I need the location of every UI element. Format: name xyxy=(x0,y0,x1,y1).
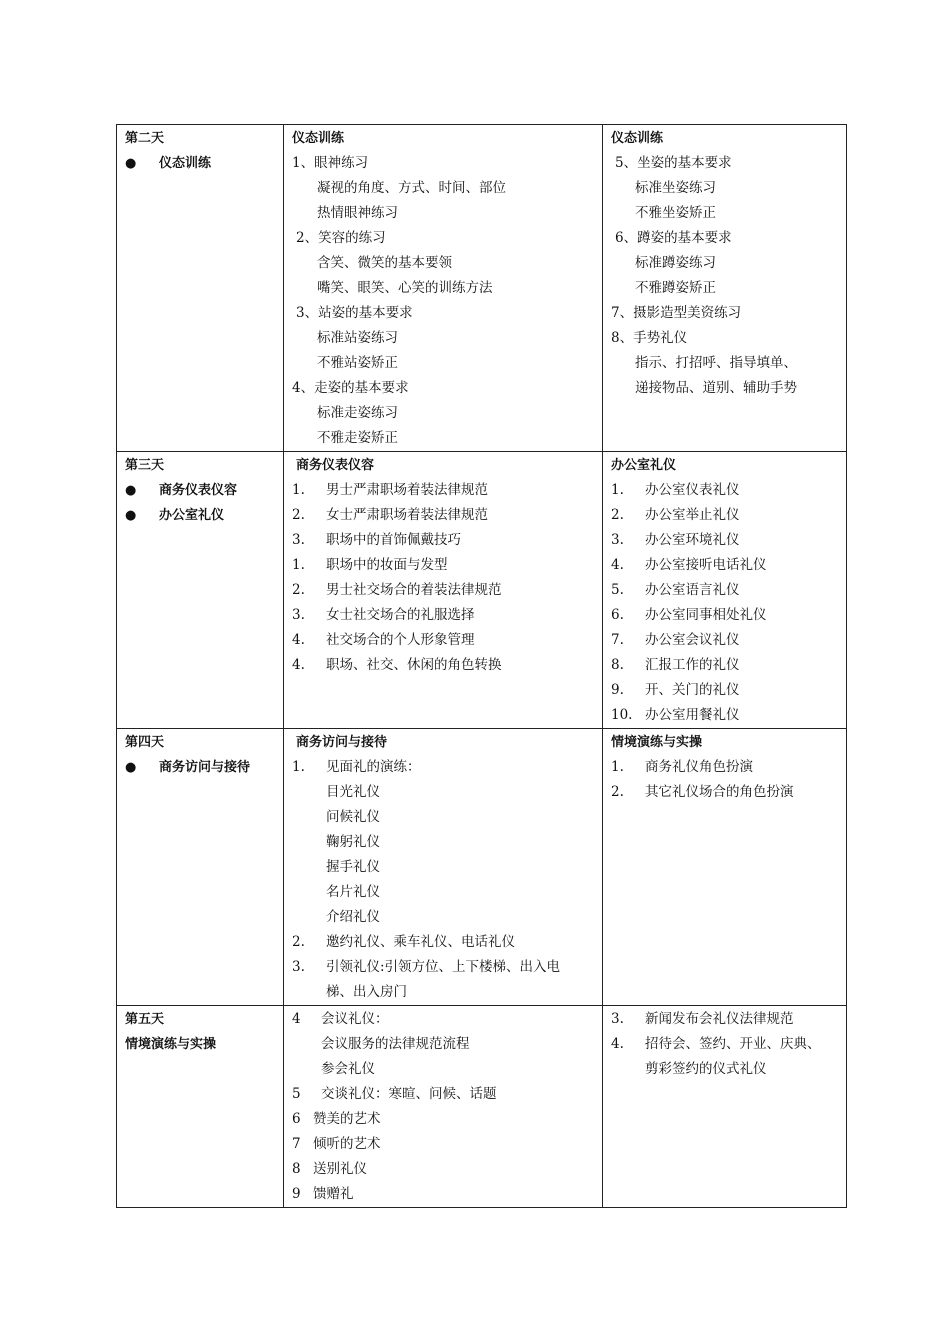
col2-cell xyxy=(284,125,603,452)
item-number: 3. xyxy=(292,607,305,623)
item-text: 参会礼仪 xyxy=(321,1061,375,1077)
item-text: 男士社交场合的着装法律规范 xyxy=(326,582,502,598)
day-label: 第三天 xyxy=(125,458,165,473)
list-item xyxy=(292,830,594,855)
item-text: 6、蹲姿的基本要求 xyxy=(615,230,732,246)
item-text: 引领礼仪:引领方位、上下楼梯、出入电 xyxy=(326,959,561,975)
item-number: 2. xyxy=(292,934,305,950)
list-line xyxy=(292,151,594,176)
table-row xyxy=(117,452,847,729)
list-item xyxy=(611,603,838,628)
item-text: 热情眼神练习 xyxy=(317,205,398,221)
col3-cell xyxy=(603,729,847,1006)
item-number: 4 xyxy=(292,1011,301,1027)
item-text: 不雅走姿矫正 xyxy=(317,430,398,446)
item-text: 指示、打招呼、指导填单、 xyxy=(635,355,797,371)
item-number: 2. xyxy=(292,507,305,523)
list-line xyxy=(611,326,838,351)
item-number: 1. xyxy=(292,557,305,573)
list-item xyxy=(611,578,838,603)
item-number: 1. xyxy=(611,759,624,775)
item-text: 赞美的艺术 xyxy=(313,1111,381,1127)
section-title: 商务仪表仪容 xyxy=(296,458,375,473)
topic-bullet xyxy=(125,151,275,176)
day-label: 第五天 xyxy=(125,1012,165,1027)
list-line xyxy=(292,376,594,401)
item-text: 办公室仪表礼仪 xyxy=(645,482,740,498)
item-text: 握手礼仪 xyxy=(326,859,380,875)
item-text: 3、站姿的基本要求 xyxy=(296,305,413,321)
day-label: 第四天 xyxy=(125,735,165,750)
item-number: 2. xyxy=(292,582,305,598)
item-text: 7、摄影造型美资练习 xyxy=(611,305,742,321)
item-text: 标准蹲姿练习 xyxy=(635,255,716,271)
item-text: 送别礼仪 xyxy=(313,1161,367,1177)
list-line xyxy=(292,1132,594,1157)
bullet-icon: ● xyxy=(125,156,137,171)
item-number: 1. xyxy=(292,482,305,498)
list-line xyxy=(292,301,594,326)
col2-cell xyxy=(284,729,603,1006)
list-item xyxy=(292,528,594,553)
list-item xyxy=(611,755,838,780)
item-text: 含笑、微笑的基本要领 xyxy=(317,255,452,271)
list-item xyxy=(611,653,838,678)
list-line xyxy=(292,1007,594,1032)
list-line xyxy=(292,426,594,451)
list-line xyxy=(292,176,594,201)
item-number: 3. xyxy=(292,532,305,548)
item-number: 1. xyxy=(292,759,305,775)
item-text: 会议服务的法律规范流程 xyxy=(321,1036,470,1052)
list-item xyxy=(611,528,838,553)
schedule-table xyxy=(116,124,847,1208)
item-number: 8 xyxy=(292,1161,301,1177)
item-number: 2. xyxy=(611,507,624,523)
item-text: 办公室同事相处礼仪 xyxy=(645,607,767,623)
list-line xyxy=(292,1107,594,1132)
item-text: 招待会、签约、开业、庆典、 xyxy=(645,1036,821,1052)
list-item xyxy=(611,678,838,703)
list-line xyxy=(292,1182,594,1207)
list-item xyxy=(292,880,594,905)
list-line xyxy=(292,1082,594,1107)
topic-bullet xyxy=(125,755,275,780)
item-text: 办公室举止礼仪 xyxy=(645,507,740,523)
item-text: 剪彩签约的仪式礼仪 xyxy=(645,1061,767,1077)
item-text: 标准坐姿练习 xyxy=(635,180,716,196)
day-label: 第二天 xyxy=(125,131,165,146)
list-line xyxy=(611,226,838,251)
item-number: 4. xyxy=(611,557,624,573)
topic-bullet xyxy=(125,503,275,528)
list-line xyxy=(611,176,838,201)
list-line xyxy=(292,226,594,251)
item-text: 介绍礼仪 xyxy=(326,909,380,925)
list-item xyxy=(611,1057,838,1082)
item-text: 不雅坐姿矫正 xyxy=(635,205,716,221)
section-title: 办公室礼仪 xyxy=(611,458,677,473)
col3-cell xyxy=(603,452,847,729)
col2-cell xyxy=(284,1006,603,1208)
section-title: 情境演练与实操 xyxy=(611,735,703,750)
section-title: 仪态训练 xyxy=(611,131,664,146)
bullet-icon: ● xyxy=(125,483,137,498)
list-item xyxy=(611,478,838,503)
item-text: 8、手势礼仪 xyxy=(611,330,688,346)
item-text: 男士严肃职场着装法律规范 xyxy=(326,482,488,498)
list-item xyxy=(292,930,594,955)
item-text: 2、笑容的练习 xyxy=(296,230,386,246)
list-line xyxy=(611,201,838,226)
table-row xyxy=(117,729,847,1006)
topic-label: 商务访问与接待 xyxy=(159,760,251,775)
item-number: 5 xyxy=(292,1086,301,1102)
list-line xyxy=(292,401,594,426)
list-line xyxy=(611,376,838,401)
item-text: 女士社交场合的礼服选择 xyxy=(326,607,475,623)
list-line xyxy=(611,351,838,376)
item-number: 3. xyxy=(611,1011,624,1027)
section-title: 仪态训练 xyxy=(292,131,345,146)
list-line xyxy=(292,1057,594,1082)
topic-label: 商务仪表仪容 xyxy=(159,483,238,498)
table-row xyxy=(117,1006,847,1208)
item-text: 汇报工作的礼仪 xyxy=(645,657,740,673)
item-number: 7. xyxy=(611,632,624,648)
list-item xyxy=(292,603,594,628)
col2-cell xyxy=(284,452,603,729)
item-text: 交谈礼仪：寒暄、问候、话题 xyxy=(321,1086,497,1102)
item-text: 不雅站姿矫正 xyxy=(317,355,398,371)
list-item xyxy=(292,780,594,805)
item-text: 不雅蹲姿矫正 xyxy=(635,280,716,296)
table-row xyxy=(117,125,847,452)
item-text: 目光礼仪 xyxy=(326,784,380,800)
item-number: 3. xyxy=(611,532,624,548)
item-text: 职场中的妆面与发型 xyxy=(326,557,448,573)
day-cell xyxy=(117,125,284,452)
item-text: 办公室环境礼仪 xyxy=(645,532,740,548)
list-line xyxy=(292,276,594,301)
item-text: 1、眼神练习 xyxy=(292,155,369,171)
item-text: 倾听的艺术 xyxy=(313,1136,381,1152)
list-item xyxy=(611,1007,838,1032)
list-item xyxy=(292,955,594,980)
item-number: 1. xyxy=(611,482,624,498)
list-line xyxy=(292,351,594,376)
item-number: 8. xyxy=(611,657,624,673)
list-item xyxy=(611,703,838,728)
item-text: 社交场合的个人形象管理 xyxy=(326,632,475,648)
item-text: 职场、社交、休闲的角色转换 xyxy=(326,657,502,673)
item-text: 办公室语言礼仪 xyxy=(645,582,740,598)
list-item xyxy=(292,980,594,1005)
list-line xyxy=(292,326,594,351)
item-number: 7 xyxy=(292,1136,301,1152)
item-text: 职场中的首饰佩戴技巧 xyxy=(326,532,461,548)
item-number: 4. xyxy=(611,1036,624,1052)
item-number: 3. xyxy=(292,959,305,975)
day-cell xyxy=(117,452,284,729)
list-item xyxy=(611,553,838,578)
list-item xyxy=(292,755,594,780)
item-number: 4. xyxy=(292,632,305,648)
section-title: 商务访问与接待 xyxy=(296,735,388,750)
list-item xyxy=(292,855,594,880)
topic-label: 仪态训练 xyxy=(159,156,212,171)
item-text: 见面礼的演练： xyxy=(326,759,421,775)
item-text: 名片礼仪 xyxy=(326,884,380,900)
item-number: 6 xyxy=(292,1111,301,1127)
item-number: 4. xyxy=(292,657,305,673)
item-text: 凝视的角度、方式、时间、部位 xyxy=(317,180,506,196)
day-subtitle: 情境演练与实操 xyxy=(125,1037,217,1052)
list-line xyxy=(292,251,594,276)
item-text: 新闻发布会礼仪法律规范 xyxy=(645,1011,794,1027)
topic-label: 办公室礼仪 xyxy=(159,508,225,523)
day-cell xyxy=(117,729,284,1006)
item-number: 10. xyxy=(611,707,633,723)
item-text: 办公室会议礼仪 xyxy=(645,632,740,648)
list-line xyxy=(611,251,838,276)
item-text: 商务礼仪角色扮演 xyxy=(645,759,753,775)
item-text: 递接物品、道别、辅助手势 xyxy=(635,380,797,396)
item-text: 邀约礼仪、乘车礼仪、电话礼仪 xyxy=(326,934,515,950)
list-line xyxy=(611,301,838,326)
item-text: 女士严肃职场着装法律规范 xyxy=(326,507,488,523)
item-text: 标准走姿练习 xyxy=(317,405,398,421)
bullet-icon: ● xyxy=(125,508,137,523)
day-cell xyxy=(117,1006,284,1208)
item-number: 5. xyxy=(611,582,624,598)
list-line xyxy=(611,276,838,301)
item-text: 嘴笑、眼笑、心笑的训练方法 xyxy=(317,280,493,296)
bullet-icon: ● xyxy=(125,760,137,775)
list-item xyxy=(292,805,594,830)
list-item xyxy=(292,628,594,653)
list-item xyxy=(292,503,594,528)
list-item xyxy=(292,578,594,603)
col3-cell xyxy=(603,125,847,452)
item-number: 9 xyxy=(292,1186,301,1202)
list-line xyxy=(292,1157,594,1182)
list-item xyxy=(292,653,594,678)
list-line xyxy=(292,1032,594,1057)
item-text: 5、坐姿的基本要求 xyxy=(615,155,732,171)
list-item xyxy=(611,503,838,528)
item-number: 9. xyxy=(611,682,624,698)
item-text: 其它礼仪场合的角色扮演 xyxy=(645,784,794,800)
item-text: 4、走姿的基本要求 xyxy=(292,380,409,396)
list-line xyxy=(611,151,838,176)
item-number: 2. xyxy=(611,784,624,800)
item-text: 办公室接听电话礼仪 xyxy=(645,557,767,573)
list-item xyxy=(611,628,838,653)
item-text: 鞠躬礼仪 xyxy=(326,834,380,850)
list-line xyxy=(292,201,594,226)
list-item xyxy=(292,553,594,578)
item-text: 馈赠礼 xyxy=(313,1186,354,1202)
item-text: 会议礼仪： xyxy=(321,1011,389,1027)
item-text: 标准站姿练习 xyxy=(317,330,398,346)
topic-bullet xyxy=(125,478,275,503)
list-item xyxy=(292,478,594,503)
item-text: 开、关门的礼仪 xyxy=(645,682,740,698)
item-text: 办公室用餐礼仪 xyxy=(645,707,740,723)
list-item xyxy=(611,780,838,805)
col3-cell xyxy=(603,1006,847,1208)
list-item xyxy=(611,1032,838,1057)
item-text: 梯、出入房门 xyxy=(326,984,407,1000)
item-number: 6. xyxy=(611,607,624,623)
list-item xyxy=(292,905,594,930)
item-text: 问候礼仪 xyxy=(326,809,380,825)
